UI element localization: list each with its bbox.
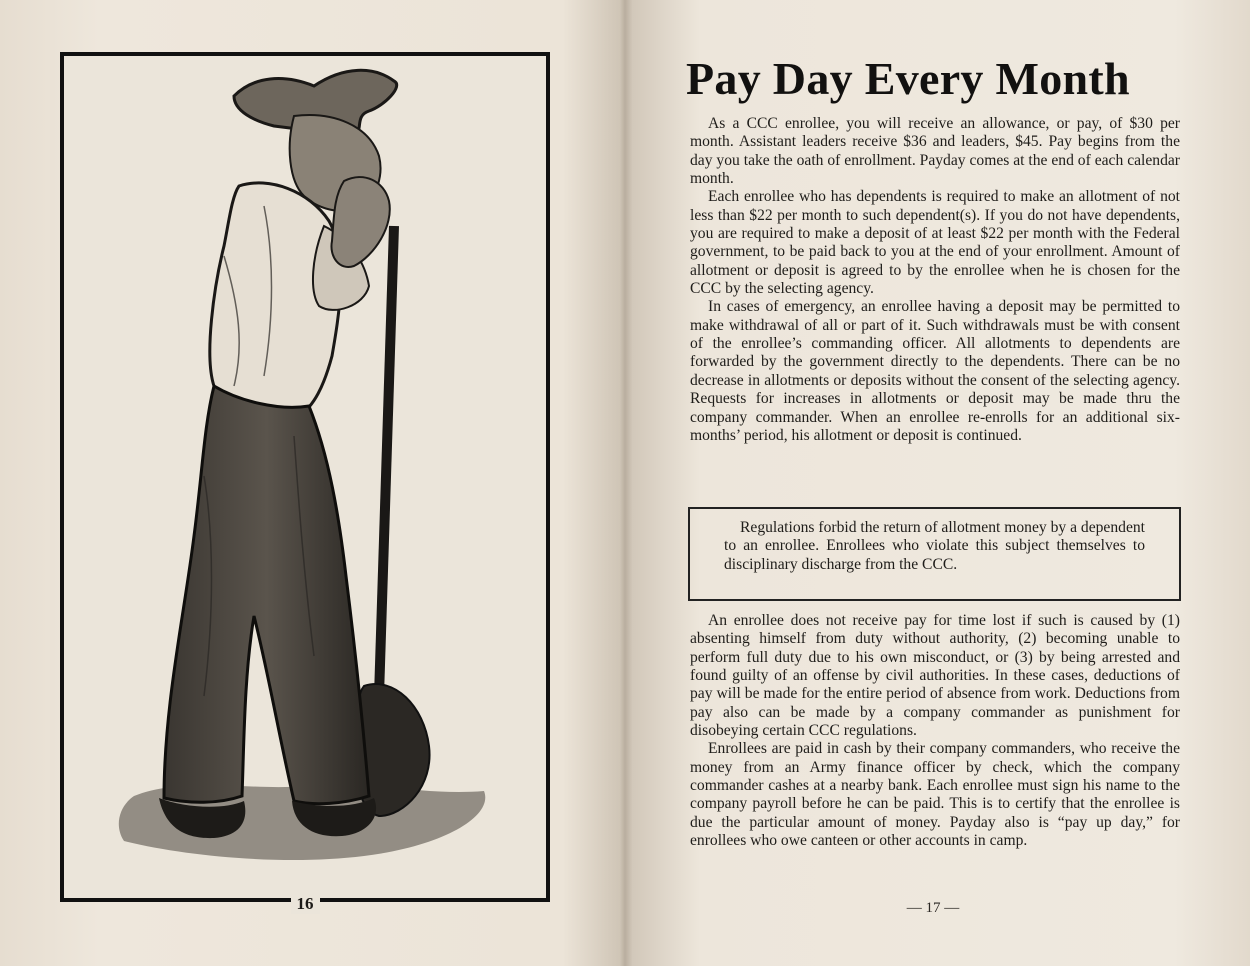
page-number-16: 16 [291, 894, 320, 914]
body-text-bottom [690, 612, 1180, 850]
regulation-callout-box [688, 507, 1181, 601]
shovel-handle [379, 226, 394, 696]
hands [331, 177, 389, 267]
left-page [0, 0, 622, 966]
callout-text: Regulations forbid the return of allotment money by a dependent to an enrollee. Enrollees who violate this subject themselves to disciplinary discharge from the CCC. [724, 519, 1145, 573]
right-page-number: — 17 — [906, 900, 960, 916]
paragraph: As a CCC enrollee, you will receive an allowance, or pay, of $30 per month. Assistant leaders receive $36 and leaders, $45. Pay begins from the day you take the oath of enrollment. Payday comes at the end of each calendar month. [690, 115, 1180, 188]
paragraph: Each enrollee who has dependents is required to make an allotment of not less than $22 per month to such dependent(s). If you do not have dependents, you are required to make a deposit of at least $22 per month with the Federal government, to be paid back to you at the end of your enrollment. Amount of allotment or deposit is agreed to by the enrollee when he is chosen for the CCC by the selecting agency. [690, 188, 1180, 298]
illustration-frame [60, 52, 550, 902]
worker-illustration [64, 56, 546, 898]
paragraph: Enrollees are paid in cash by their company commanders, who receive the money from an Army finance officer by check, which the company commander cashes at a nearby bank. Each enrollee must sign his name to the company payroll before he can be paid. This is to certify that the enrollee is due the particular amount of money. Payday also is “pay up day,” for enrollees who owe canteen or other accounts in camp. [690, 740, 1180, 850]
left-page-number [230, 892, 380, 916]
paragraph: An enrollee does not receive pay for time lost if such is caused by (1) absenting himself from duty without authority, (2) becoming unable to perform full duty due to his own misconduct, or (3) by being arrested and found guilty of an offense by civil authorities. In these cases, deductions of pay will be made for the entire period of absence from work. Deductions from pay also can be made by a company commander as punishment for disobeying certain CCC regulations. [690, 612, 1180, 740]
trousers [164, 386, 369, 804]
right-page [628, 0, 1250, 966]
body-text-top [690, 115, 1180, 445]
page-title: Pay Day Every Month [686, 53, 1130, 104]
paragraph: In cases of emergency, an enrollee having a deposit may be permitted to make withdrawal of all or part of it. Such withdrawals must be with consent of the enrollee’s commanding officer. All allotments to dependents are forwarded by the government directly to the dependents. There can be no decrease in allotments or deposits without the consent of the selecting agency. Requests for increases in allotments or deposit may be made thru the company commander. When an enrollee re-enrolls for an additional six-months’ period, his allotment or deposit is continued. [690, 298, 1180, 444]
